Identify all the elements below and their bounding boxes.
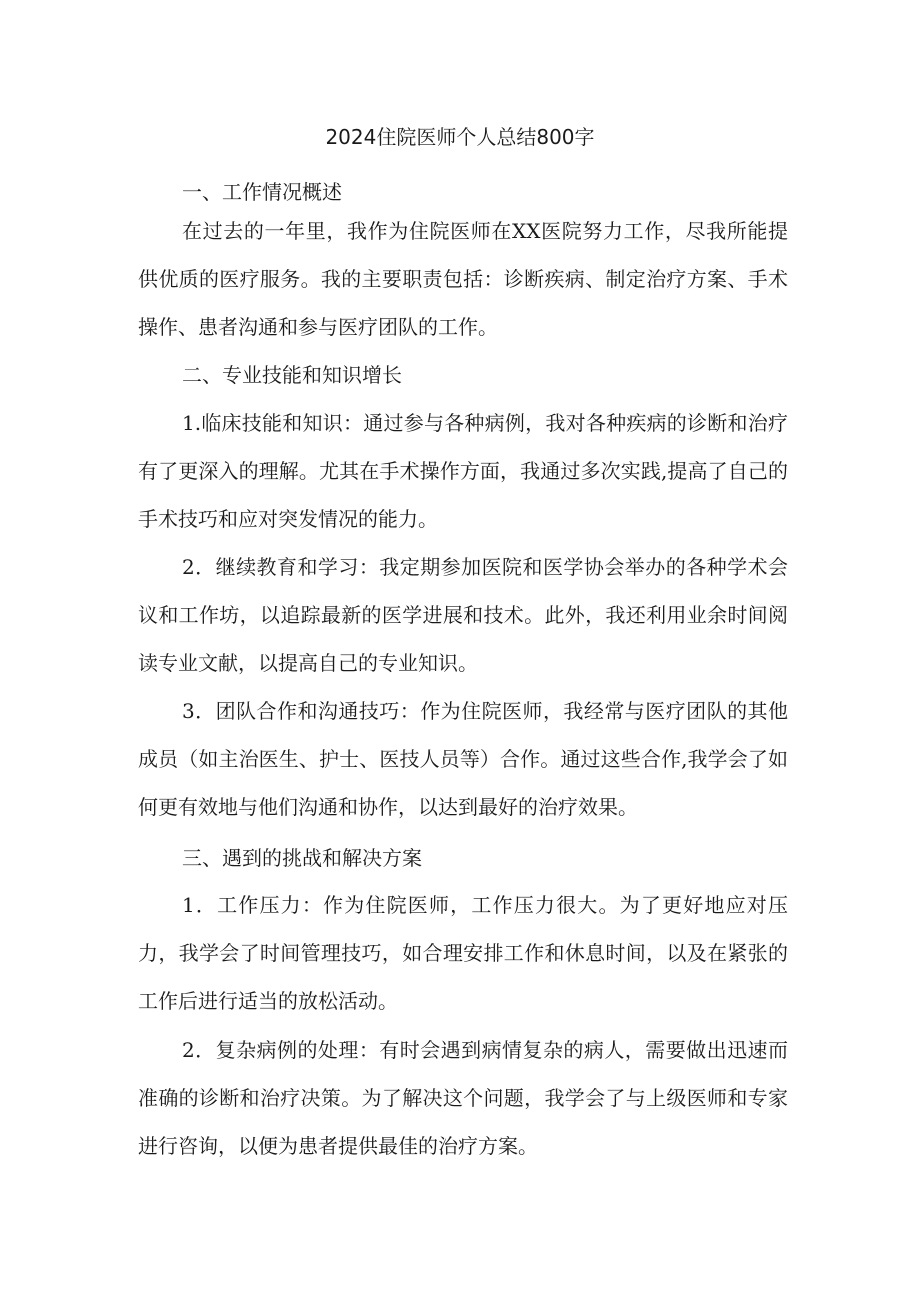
section-heading-2: 二、专业技能和知识增长 [182,363,402,387]
section-1-paragraph-1: 在过去的一年里，我作为住院医师在XX医院努力工作，尽我所能提供优质的医疗服务。我的主要职责包括：诊断疾病、制定治疗方案、手术操作、患者沟通和参与医疗团队的工作。 [138,219,788,339]
section-2-paragraph-1: 1.临床技能和知识：通过参与各种病例，我对各种疾病的诊断和治疗有了更深入的理解。尤其在手术操作方面，我通过多次实践,提高了自己的手术技巧和应对突发情况的能力。 [138,411,788,531]
section-2-paragraph-3: 3．团队合作和沟通技巧：作为住院医师，我经常与医疗团队的其他成员（如主治医生、护士、医技人员等）合作。通过这些合作,我学会了如何更有效地与他们沟通和协作，以达到最好的治疗效果。 [138,699,788,819]
section-3-paragraph-2: 2．复杂病例的处理：有时会遇到病情复杂的病人，需要做出迅速而准确的诊断和治疗决策。为了解决这个问题，我学会了与上级医师和专家进行咨询，以便为患者提供最佳的治疗方案。 [138,1038,788,1158]
section-2-paragraph-2: 2．继续教育和学习：我定期参加医院和医学协会举办的各种学术会议和工作坊，以追踪最新的医学进展和技术。此外，我还利用业余时间阅读专业文献，以提高自己的专业知识。 [138,555,788,675]
section-3-paragraph-1: 1．工作压力：作为住院医师，工作压力很大。为了更好地应对压力，我学会了时间管理技巧，如合理安排工作和休息时间，以及在紧张的工作后进行适当的放松活动。 [138,893,788,1013]
section-heading-3: 三、遇到的挑战和解决方案 [182,846,422,870]
section-heading-1: 一、工作情况概述 [182,180,342,204]
document-title: 2024住院医师个人总结800字 [325,125,595,149]
